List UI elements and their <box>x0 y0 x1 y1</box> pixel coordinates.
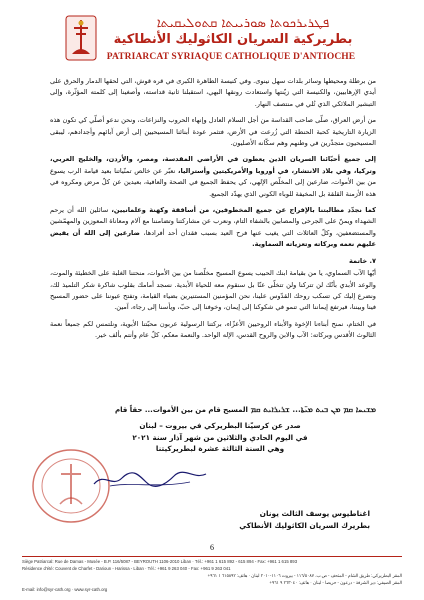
paragraph: من أرض العراق، صلّى صاحب القداسة من أجل السلام العادل وإنهاء الحروب والنزاعات، ونحن ندعو أصلّي كي تكون هذه الزيارة التاريخية كحبة الحنطة التي زُرعت في الأرض، فتثمر عودة أبنائنا المسيحيين إلى أرض آبائهم وأجدادهم، ليبقى المسيحيون متجذّرين في وطنهم وهم سكّانه الأصليون. <box>50 116 376 148</box>
signatory <box>230 508 370 532</box>
syriac-title: ܦܛܪܝܪܟܘܬܐ ܣܘܪܝܝܬܐ ܩܬܘܠܝܩܝܬܐ <box>156 16 330 31</box>
paragraph: من برطلة ومحيطها وسائر بلدات سهل نينوى. وفي كنيسة الطاهرة الكبرى في قره قوش، التي لحقها الدمار والحرق على أيدي الإرهابيين، والكنيسة التي زيّنتها واستعادت رونقها البهي، استقبلنا ثانية قداسته، وأصغينا إلى كلمته المؤثّرة، وإلى التبشير الملائكي الذي تُلي في منتصف النهار. <box>50 77 376 108</box>
easter-greeting-syriac: ܡܫܝܚܐ ܩܡ ܡܢ ܒܝܬ ܡܝ̈ܬܐ... ܫܪܝܪܐܝܬ ܩܡ <box>250 404 376 414</box>
patriarchate-emblem-icon <box>64 14 98 62</box>
paragraph <box>50 154 376 200</box>
section-heading: ٧. خاتمة <box>349 256 376 265</box>
paragraph-text: سائلين الله أن يرحم الشهداء ويمنّ على الجرحى والمصابين بالشفاء التام، ونعرب عن مشاركتنا وتضامننا مع آلام ومعاناة المعوزين والمهمّشين والمستضعفين، وكلّ العائلات التي يغيب عنها فرح العيد بسبب فقدان أحد أفرادها، <box>50 206 376 237</box>
page-number: 6 <box>210 543 214 552</box>
easter-greeting-arabic: المسيح قام من بين الأموات... حقاً قام <box>114 406 248 414</box>
footer-line: Résidence d'été: Couvent de Charfet - Darioun - Harissa - Liban · Tél.: +961 9 263 040 - Fax: +961 9 263 041 <box>22 566 231 571</box>
issue-line: وهي السنة الثالثة عشرة لبطريركيتنا <box>155 444 285 453</box>
paragraph <box>50 205 376 251</box>
footer-divider <box>22 556 402 557</box>
issue-line: صدر عن كرسيّنا البطريركي في بيروت – لبنان <box>139 421 301 430</box>
arabic-title: بطريركية السريان الكاثوليك الأنطاكية <box>113 32 353 47</box>
signatory-name: اغناطيوس يوسف الثالث يونان <box>259 509 370 518</box>
handwritten-signature-icon <box>90 470 210 490</box>
letterhead <box>0 8 424 70</box>
paragraph: في الختام، نمنح أبناءنا الإخوة والأبناء الروحيين الأعزّاء، بركتنا الرسولية عربون محبّتنا الأبوية، ونلتمس لكم جميعاً نعمة الثالوث الأقدس وبركاته: الآب والابن والروح القدس، الإله الواحد. والنعمة معكم، كلّ عام وأنتم بألف خير. <box>50 319 376 340</box>
issue-line: في اليوم الحادي والثلاثين من شهر آذار سنة ٢٠٢١ <box>132 432 308 442</box>
french-title: PATRIARCAT SYRIAQUE CATHOLIQUE D'ANTIOCHE <box>106 52 356 62</box>
letterhead-footer <box>22 558 402 593</box>
footer-contact: E-mail: info@syr-cath.org · www.syr-cath.org <box>22 587 108 592</box>
footer-line: Siège Patriarcal: Rue de Damas - Musée - B.P. 116/5087 - BEYROUTH 1106-2010 Liban · Tél.: +961 1 615 892 - 615 894 - Fax: +961 1 615 893 <box>22 559 298 564</box>
signatory-title: بطريرك السريان الكاثوليك الأنطاكي <box>239 521 370 530</box>
paragraph-emphasis: ضارعين إلى الله أن يفيض عليهم نعمه وبركاته وتعزياته السماوية. <box>50 228 376 249</box>
issue-statement <box>120 420 320 455</box>
paragraph-emphasis: كما نجدّد مطالبتنا بالإفراج عن جميع المخطوفين، من أساقفة وكهنة وعلمانيين، <box>111 206 376 215</box>
paragraph-text: نعبّر عن خالص تمنّياتنا بعيد قيامة الرب يسوع من بين الأموات، ضارعين إلى المخلّص الإلهي، كي يحفظ الجميع في الصحة والعافية، بعيدين عن كلّ مرض ومكروه في هذه الأزمنة القلقة بل المخيفة للوباء الكوني الذي يهدّد الجميع. <box>50 166 376 198</box>
letter-body <box>50 76 376 347</box>
footer-line: المقر البطريركي: طريق الشام - المتحف - ص.ب. ١١٦/٥٠٨٧ - بيروت ١١٠٦-٢٠١٠ لبنان · هاتف: ٦١٥٨٩٢ ١ ٩٦١+ <box>207 573 402 578</box>
paragraph: أيّها الآب السماوي، يا من بقيامة ابنك الحبيب يسوع المسيح مخلّصنا من بين الأموات، منحتنا الغلبة على الخطيئة والموت، والوعد الأبدي بأنّك لن تتركنا ولن تتخلّى عنّا بل سنقوم معه للحياة الأبدية. نسجد أمامك بقلوب شاكرة شكر التلميذ لك، ونضرع إليك كي تسكب روحك القدّوس علينا، نحن المؤمنين المستنيرين بضياء القيامة، وتفتح عيوننا على حضور المسيح فينا وبيننا، فيرتفع إيماننا التي تنمو في شكوكنا إلى إيمان، وخوفنا إلى حبّ، ويأسنا إلى رجاء، آمين. <box>50 269 376 312</box>
easter-greeting <box>50 404 376 415</box>
paragraph-emphasis: إلى جميع أحبّائنا السريان الذين يعطون في الأراضي المقدسة، ومصر، والأردن، والخليج العربي، وتركيا، وفي بلاد الانتشار، في أوروبا والأمريكيتين وأستراليا، <box>50 155 376 175</box>
footer-line: المقر الصيفي: دير الشرفة - درعون - حريصا - لبنان · هاتف: ٢٦٣٠٤٠ ٩ ٩٦١+ <box>269 580 402 585</box>
